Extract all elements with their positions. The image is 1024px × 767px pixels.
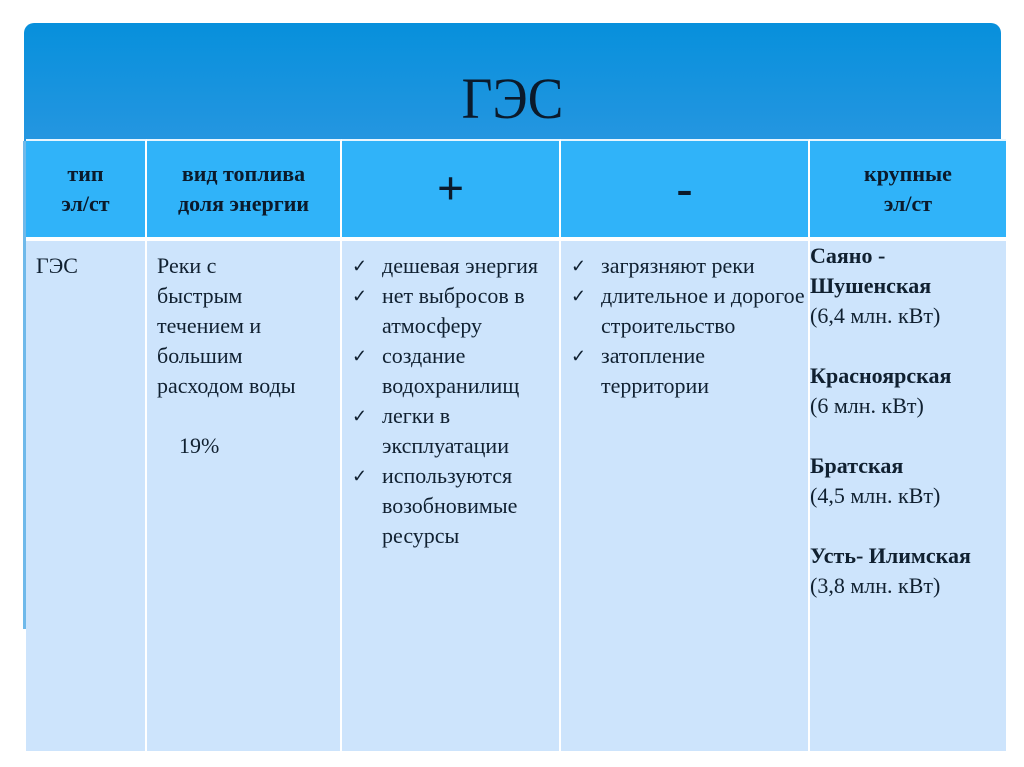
header-cons: -: [561, 139, 810, 241]
title-banner: [24, 23, 1001, 141]
plant-entry: [810, 361, 1006, 421]
cell-type: ГЭС: [26, 241, 147, 751]
list-item: ✓ используются возобновимые ресурсы: [352, 463, 518, 548]
fuel-line: быстрым: [157, 283, 243, 308]
check-icon: ✓: [352, 286, 368, 306]
fuel-line: большим: [157, 343, 243, 368]
list-item: ✓ длительное и дорогое строительство: [571, 283, 805, 338]
list-item: ✓ дешевая энергия: [352, 251, 559, 281]
plant-capacity: (6,4 млн. кВт): [810, 303, 941, 328]
fuel-line: Реки с: [157, 253, 217, 278]
cell-cons: [561, 241, 810, 751]
fuel-line: течением и: [157, 313, 262, 338]
cell-fuel: [147, 241, 342, 751]
check-icon: ✓: [352, 406, 368, 426]
plant-capacity: (3,8 млн. кВт): [810, 573, 941, 598]
plant-entry: [810, 241, 1006, 331]
header-large-plants: крупные эл/ст: [810, 139, 1006, 241]
fuel-line: расходом воды: [157, 373, 296, 398]
check-icon: ✓: [352, 466, 368, 486]
list-item: ✓ нет выбросов в атмосферу: [352, 283, 525, 338]
check-icon: ✓: [571, 346, 587, 366]
plant-name: Саяно - Шушенская: [810, 243, 932, 298]
cell-large-plants: [810, 241, 1006, 751]
check-icon: ✓: [571, 286, 587, 306]
list-item: ✓ создание водохранилищ: [352, 343, 520, 398]
energy-share: 19%: [179, 433, 220, 458]
plant-name: Красноярская: [810, 363, 952, 388]
plant-capacity: (6 млн. кВт): [810, 393, 924, 418]
list-item: ✓ легки в эксплуатации: [352, 403, 509, 458]
cons-list: [561, 251, 808, 401]
check-icon: ✓: [352, 256, 368, 276]
header-fuel: вид топлива доля энергии: [147, 139, 342, 241]
plant-capacity: (4,5 млн. кВт): [810, 483, 941, 508]
pros-list: [342, 251, 559, 551]
header-type: тип эл/ст: [26, 139, 147, 241]
plant-entry: [810, 451, 1006, 511]
check-icon: ✓: [352, 346, 368, 366]
check-icon: ✓: [571, 256, 587, 276]
slide-title: ГЭС: [461, 66, 564, 131]
plant-entry: [810, 541, 1006, 601]
header-pros: +: [342, 139, 561, 241]
table-row: [26, 241, 1006, 751]
plant-name: Усть- Илимская: [810, 543, 971, 568]
plant-name: Братская: [810, 453, 904, 478]
header-row: [26, 139, 1006, 241]
list-item: ✓ загрязняют реки: [571, 251, 808, 281]
list-item: ✓ затопление территории: [571, 343, 710, 398]
comparison-table: [26, 139, 1006, 751]
cell-pros: [342, 241, 561, 751]
